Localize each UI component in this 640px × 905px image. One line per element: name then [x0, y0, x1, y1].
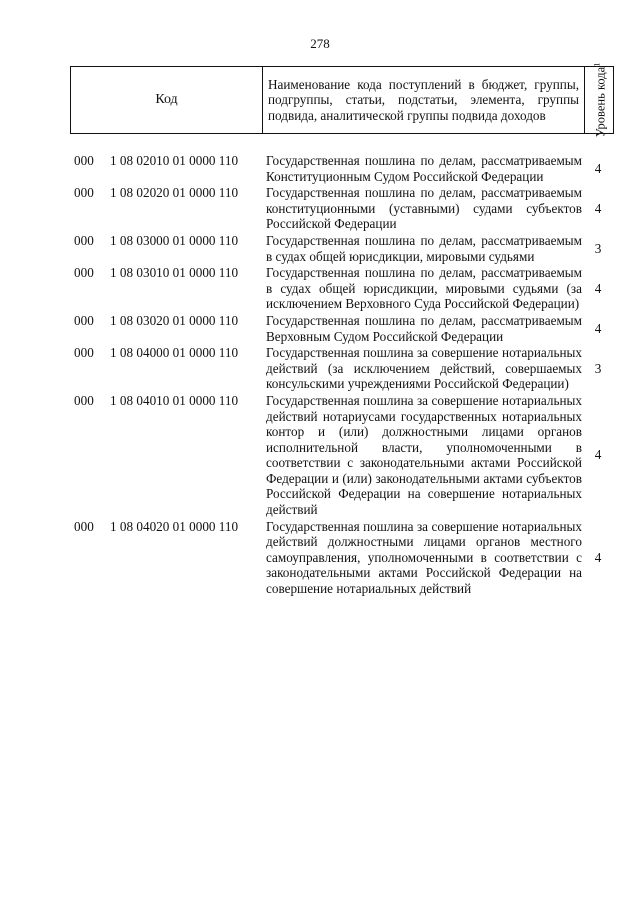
- row-name: Государственная пошлина за совершение нотариальных действий (за исключением действий, совершаемых консульскими учреждениями Российской Федерации): [266, 345, 582, 392]
- row-admin-code: 000: [74, 265, 94, 281]
- header-code-cell: [71, 67, 263, 133]
- table-row: [74, 313, 614, 344]
- table-row: [74, 345, 614, 392]
- row-name: Государственная пошлина за совершение нотариальных действий должностными лицами органов местного самоуправления, уполномоченными в соответствии с законодательными актами Российской Федерации на совершение нотариальных действий: [266, 518, 582, 597]
- row-budget-code: 1 08 04000 01 0000 110: [110, 345, 239, 361]
- header-name-label: Наименование кода поступлений в бюджет, группы, подгруппы, статьи, подстатьи, элемента, группы подвида, аналитической группы подвида доходов: [268, 76, 579, 123]
- row-budget-code: 1 08 04010 01 0000 110: [110, 392, 239, 408]
- row-admin-code: 000: [74, 518, 94, 534]
- header-level-footnote: 1: [592, 62, 602, 67]
- row-admin-code: 000: [74, 312, 94, 328]
- row-name: Государственная пошлина за совершение нотариальных действий нотариусами государственных нотариальных контор и (или) должностными лицами органов исполнительной власти, уполномоченными в соответствии с законодательными актами Российской Федерации и (или) законодательными актами субъектов Российской Федерации на совершение нотариальных действий: [266, 392, 582, 518]
- table-row: [74, 265, 614, 312]
- row-level: 4: [594, 447, 602, 463]
- header-level-label: Уровень кода: [593, 66, 608, 138]
- header-name-cell: [263, 67, 585, 133]
- row-admin-code: 000: [74, 345, 94, 361]
- row-level: 4: [594, 160, 602, 176]
- row-level: 4: [594, 280, 602, 296]
- table-row: [74, 233, 614, 264]
- row-admin-code: 000: [74, 392, 94, 408]
- row-name: Государственная пошлина по делам, рассматриваемым Конституционным Судом Российской Федерации: [266, 153, 582, 184]
- page-number: 278: [310, 36, 330, 51]
- table-header: [70, 62, 614, 138]
- row-budget-code: 1 08 02010 01 0000 110: [110, 153, 239, 168]
- table-row: [74, 393, 614, 518]
- row-budget-code: 1 08 03010 01 0000 110: [110, 265, 239, 281]
- header-level-cell: [585, 62, 613, 138]
- table-row: [74, 185, 614, 232]
- header-code-label: Код: [155, 92, 178, 107]
- row-budget-code: 1 08 02020 01 0000 110: [110, 185, 239, 201]
- row-admin-code: 000: [74, 232, 94, 248]
- table-body: [74, 153, 614, 598]
- table-row: [74, 153, 614, 184]
- row-name: Государственная пошлина по делам, рассматриваемым в судах общей юрисдикции, мировыми судьями: [266, 232, 582, 264]
- header-level-rotated: [590, 63, 607, 137]
- row-name: Государственная пошлина по делам, рассматриваемым конституционными (уставными) судами субъектов Российской Федерации: [266, 185, 582, 232]
- row-level: 3: [594, 360, 602, 376]
- row-budget-code: 1 08 03000 01 0000 110: [110, 232, 239, 248]
- row-level: 4: [594, 320, 602, 336]
- row-level: 3: [594, 240, 602, 256]
- row-level: 4: [594, 549, 602, 565]
- row-budget-code: 1 08 03020 01 0000 110: [110, 312, 239, 328]
- row-admin-code: 000: [74, 153, 94, 168]
- row-level: 4: [594, 200, 602, 216]
- table-row: [74, 519, 614, 597]
- row-admin-code: 000: [74, 185, 94, 201]
- row-name: Государственная пошлина по делам, рассматриваемым Верховным Судом Российской Федерации: [266, 312, 582, 344]
- row-budget-code: 1 08 04020 01 0000 110: [110, 518, 239, 534]
- row-name: Государственная пошлина по делам, рассматриваемым в судах общей юрисдикции, мировыми судьями (за исключением Верховного Суда Российской Федерации): [266, 265, 582, 312]
